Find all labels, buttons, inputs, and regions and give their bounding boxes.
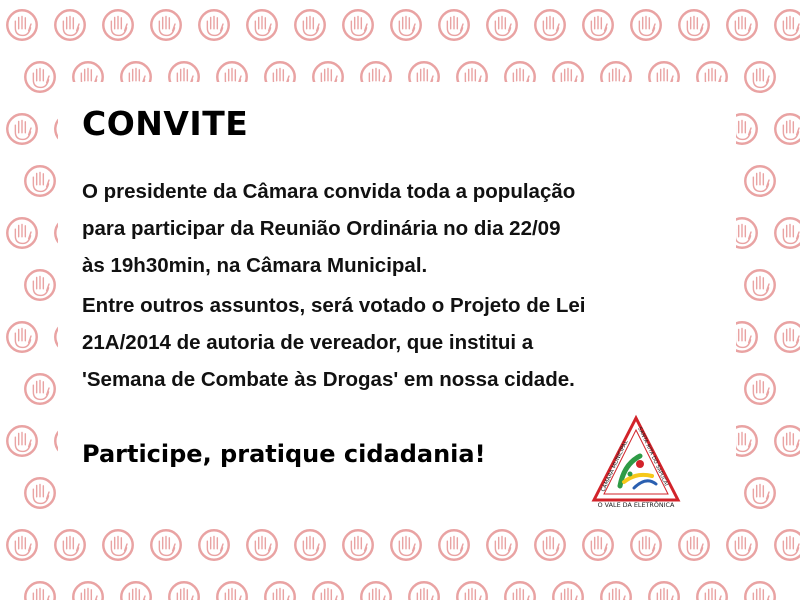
stop-hand-icon	[151, 530, 180, 559]
stop-hand-icon	[247, 530, 276, 559]
stop-hand-icon	[7, 218, 36, 247]
stop-hand-icon	[631, 530, 660, 559]
stop-hand-icon	[601, 582, 630, 600]
stop-hand-icon	[7, 322, 36, 351]
stop-hand-icon	[775, 10, 800, 39]
stop-hand-icon	[25, 166, 54, 195]
page-title: CONVITE	[82, 104, 249, 143]
stop-hand-icon	[505, 582, 534, 600]
text-line: 'Semana de Combate às Drogas' em nossa cidade.	[82, 368, 575, 391]
call-to-action: Participe, pratique cidadania!	[82, 440, 486, 468]
stop-hand-icon	[103, 530, 132, 559]
stop-hand-icon	[199, 10, 228, 39]
stop-hand-icon	[25, 582, 54, 600]
stop-hand-icon	[25, 478, 54, 507]
stop-hand-icon	[313, 582, 342, 600]
stop-hand-icon	[25, 62, 54, 91]
logo-bottom-text: O VALE DA ELETRÔNICA	[597, 501, 675, 509]
stop-hand-icon	[727, 10, 756, 39]
stop-hand-icon	[25, 270, 54, 299]
stop-hand-icon	[25, 374, 54, 403]
stop-hand-icon	[121, 582, 150, 600]
stop-hand-icon	[199, 530, 228, 559]
stop-hand-icon	[775, 114, 800, 143]
logo-left-text: CÂMARA MUNICIPAL	[600, 439, 630, 493]
stop-hand-icon	[7, 10, 36, 39]
text-line: para participar da Reunião Ordinária no dia 22/09	[82, 217, 561, 240]
stop-hand-icon	[631, 10, 660, 39]
stop-hand-icon	[487, 530, 516, 559]
stop-hand-icon	[745, 374, 774, 403]
text-line: às 19h30min, na Câmara Municipal.	[82, 254, 428, 277]
logo-right-text: SANTA RITA DO SAPUCAÍ	[636, 426, 669, 488]
stop-hand-icon	[745, 270, 774, 299]
stop-hand-icon	[7, 530, 36, 559]
stop-hand-icon	[727, 530, 756, 559]
stop-hand-icon	[151, 10, 180, 39]
stop-hand-icon	[295, 10, 324, 39]
stop-hand-icon	[745, 478, 774, 507]
stop-hand-icon	[265, 582, 294, 600]
stop-hand-icon	[649, 582, 678, 600]
stop-hand-icon	[343, 530, 372, 559]
stop-hand-icon	[745, 62, 774, 91]
stop-hand-icon	[73, 582, 102, 600]
stop-hand-icon	[679, 530, 708, 559]
stop-hand-icon	[247, 10, 276, 39]
stop-hand-icon	[55, 10, 84, 39]
stop-hand-icon	[535, 530, 564, 559]
stop-hand-icon	[775, 530, 800, 559]
text-line: 21A/2014 de autoria de vereador, que institui a	[82, 331, 534, 354]
stop-hand-icon	[217, 582, 246, 600]
stop-hand-icon	[679, 10, 708, 39]
stop-hand-icon	[697, 582, 726, 600]
agenda-paragraph	[82, 287, 586, 398]
stop-hand-icon	[457, 582, 486, 600]
stop-hand-icon	[7, 426, 36, 455]
stop-hand-icon	[295, 530, 324, 559]
camara-municipal-logo	[590, 412, 682, 510]
stop-hand-icon	[583, 10, 612, 39]
stop-hand-icon	[169, 582, 198, 600]
invitation-paragraph	[82, 173, 575, 284]
stop-hand-icon	[535, 10, 564, 39]
stop-hand-icon	[487, 10, 516, 39]
stop-hand-icon	[55, 530, 84, 559]
stop-hand-icon	[775, 218, 800, 247]
stop-hand-icon	[745, 166, 774, 195]
stop-hand-icon	[439, 530, 468, 559]
stop-hand-icon	[439, 10, 468, 39]
text-line: O presidente da Câmara convida toda a população	[82, 180, 576, 203]
stop-hand-icon	[553, 582, 582, 600]
stop-hand-icon	[775, 322, 800, 351]
stop-hand-icon	[409, 582, 438, 600]
stop-hand-icon	[391, 10, 420, 39]
stop-hand-icon	[391, 530, 420, 559]
stop-hand-icon	[7, 114, 36, 143]
text-line: Entre outros assuntos, será votado o Projeto de Lei	[82, 294, 586, 317]
stop-hand-icon	[775, 426, 800, 455]
stop-hand-icon	[343, 10, 372, 39]
stop-hand-icon	[103, 10, 132, 39]
stop-hand-icon	[745, 582, 774, 600]
stop-hand-icon	[583, 530, 612, 559]
stop-hand-icon	[361, 582, 390, 600]
